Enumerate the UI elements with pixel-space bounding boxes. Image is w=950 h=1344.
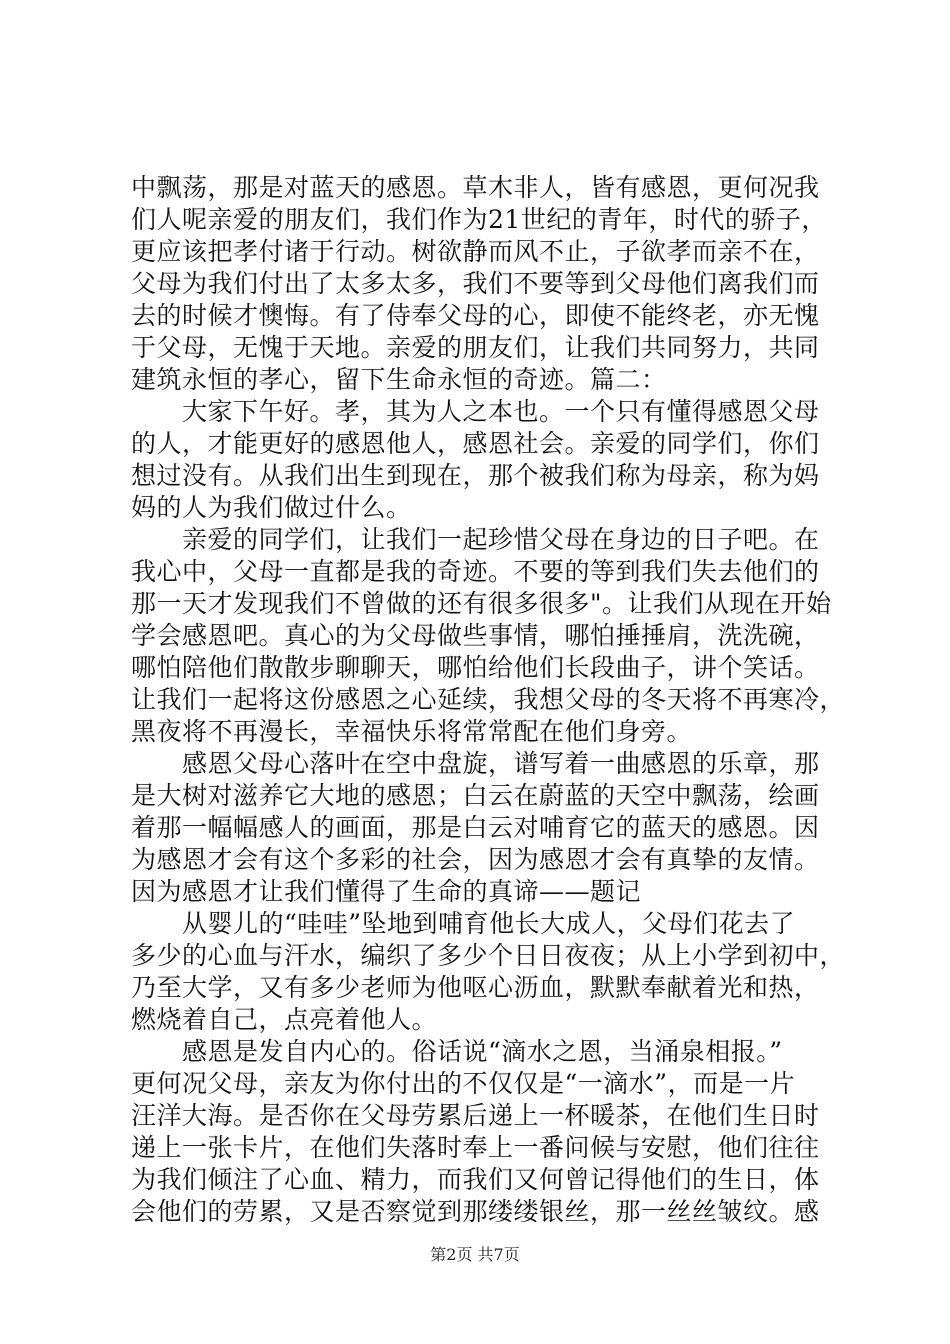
text-line: 哪怕陪他们散散步聊聊天，哪怕给他们长段曲子，讲个笑话。	[131, 653, 820, 682]
text-line: 父母为我们付出了太多太多，我们不要等到父母他们离我们而	[131, 269, 820, 298]
text-line: 多少的心血与汗水，编织了多少个日日夜夜；从上小学到初中，	[131, 941, 846, 970]
paragraph-first-line: 感恩父母心落叶在空中盘旋，谱写着一曲感恩的乐章，那	[182, 749, 820, 778]
text-line: 是大树对滋养它大地的感恩；白云在蔚蓝的天空中飘荡，绘画	[131, 781, 820, 810]
paragraph-first-line: 感恩是发自内心的。俗话说“滴水之恩，当涌泉相报。”	[182, 1037, 783, 1066]
text-line: 于父母，无愧于天地。亲爱的朋友们，让我们共同努力，共同	[131, 333, 820, 362]
text-line: 妈的人为我们做过什么。	[131, 493, 412, 522]
text-line: 学会感恩吧。真心的为父母做些事情，哪怕捶捶肩，洗洗碗，	[131, 621, 820, 650]
page-number-footer: 第2页 共7页	[430, 1245, 520, 1264]
text-line: 乃至大学，又有多少老师为他呕心沥血，默默奉献着光和热，	[131, 973, 820, 1002]
text-line: 让我们一起将这份感恩之心延续，我想父母的冬天将不再寒冷，	[131, 685, 846, 714]
text-line: 那一天才发现我们不曾做的还有很多很多"。让我们从现在开始	[131, 589, 832, 618]
text-line: 因为感恩才让我们懂得了生命的真谛——题记	[131, 877, 642, 906]
text-line: 的人，才能更好的感恩他人，感恩社会。亲爱的同学们，你们	[131, 429, 820, 458]
text-line: 为我们倾注了心血、精力，而我们又何曾记得他们的生日，体	[131, 1165, 820, 1194]
text-line: 会他们的劳累，又是否察觉到那缕缕银丝，那一丝丝皱纹。感	[131, 1197, 820, 1226]
text-line: 为感恩才会有这个多彩的社会，因为感恩才会有真挚的友情。	[131, 845, 820, 874]
text-line: 我心中，父母一直都是我的奇迹。不要的等到我们失去他们的	[131, 557, 820, 586]
text-line: 们人呢亲爱的朋友们，我们作为21世纪的青年，时代的骄子，	[131, 205, 827, 234]
text-line: 汪洋大海。是否你在父母劳累后递上一杯暖茶，在他们生日时	[131, 1101, 820, 1130]
text-line: 建筑永恒的孝心，留下生命永恒的奇迹。篇二：	[131, 365, 667, 394]
text-line: 想过没有。从我们出生到现在，那个被我们称为母亲，称为妈	[131, 461, 820, 490]
text-line: 黑夜将不再漫长，幸福快乐将常常配在他们身旁。	[131, 717, 693, 746]
text-line: 去的时候才懊悔。有了侍奉父母的心，即使不能终老，亦无愧	[131, 301, 820, 330]
text-line: 着那一幅幅感人的画面，那是白云对哺育它的蓝天的感恩。因	[131, 813, 820, 842]
text-line: 更应该把孝付诸于行动。树欲静而风不止，子欲孝而亲不在，	[131, 237, 820, 266]
paragraph-first-line: 亲爱的同学们，让我们一起珍惜父母在身边的日子吧。在	[182, 525, 820, 554]
text-line: 燃烧着自己，点亮着他人。	[131, 1005, 438, 1034]
paragraph-first-line: 大家下午好。孝，其为人之本也。一个只有懂得感恩父母	[182, 397, 820, 426]
paragraph-first-line: 从婴儿的“哇哇”坠地到哺育他长大成人，父母们花去了	[182, 909, 796, 938]
body-text	[131, 172, 846, 1228]
text-line: 更何况父母，亲友为你付出的不仅仅是“一滴水”，而是一片	[131, 1069, 796, 1098]
text-line: 中飘荡，那是对蓝天的感恩。草木非人，皆有感恩，更何况我	[131, 173, 820, 202]
text-line: 递上一张卡片，在他们失落时奉上一番问候与安慰，他们往往	[131, 1133, 820, 1162]
